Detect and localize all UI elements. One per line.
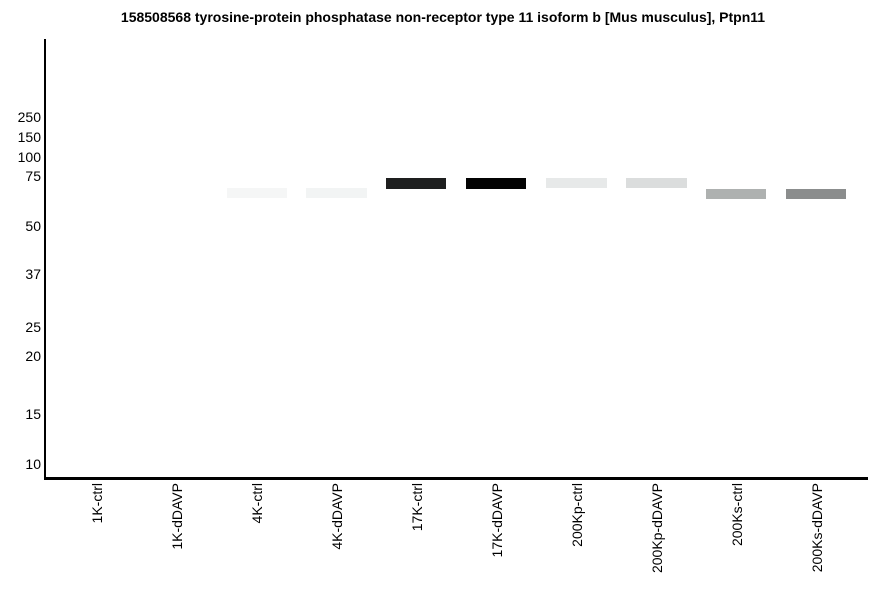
y-tick-label: 100 <box>17 149 41 165</box>
y-tick-label: 150 <box>17 129 41 145</box>
blot-band <box>626 178 687 188</box>
lane-label: 4K-dDAVP <box>329 483 345 550</box>
y-tick-label: 250 <box>17 109 41 125</box>
blot-band <box>546 178 607 188</box>
blot-band <box>306 188 367 198</box>
y-tick-label: 75 <box>25 168 41 184</box>
y-tick-label: 25 <box>25 319 41 335</box>
lane-label: 200Kp-dDAVP <box>649 483 665 574</box>
y-tick-label: 10 <box>25 456 41 472</box>
lane-label: 17K-ctrl <box>409 483 425 532</box>
lane-label: 17K-dDAVP <box>489 483 505 558</box>
blot-band <box>786 189 846 199</box>
plot-title: 158508568 tyrosine-protein phosphatase non-receptor type 11 isoform b [Mus musculus], Ptpn11 <box>120 9 766 25</box>
y-axis-line <box>44 39 46 479</box>
lane-label: 4K-ctrl <box>249 483 265 524</box>
lane-label: 200Ks-ctrl <box>729 483 745 547</box>
y-tick-label: 20 <box>25 348 41 364</box>
blot-band <box>466 178 526 189</box>
y-tick-label: 15 <box>25 406 41 422</box>
blot-band <box>227 188 287 198</box>
y-tick-label: 50 <box>25 218 41 234</box>
y-tick-label: 37 <box>25 266 41 282</box>
lane-label: 1K-dDAVP <box>169 483 185 550</box>
lane-label: 200Kp-ctrl <box>569 483 585 547</box>
blot-band <box>386 178 446 189</box>
lane-label: 1K-ctrl <box>89 483 105 524</box>
blot-band <box>706 189 766 199</box>
lane-label: 200Ks-dDAVP <box>809 483 825 573</box>
x-axis-line <box>44 477 868 480</box>
